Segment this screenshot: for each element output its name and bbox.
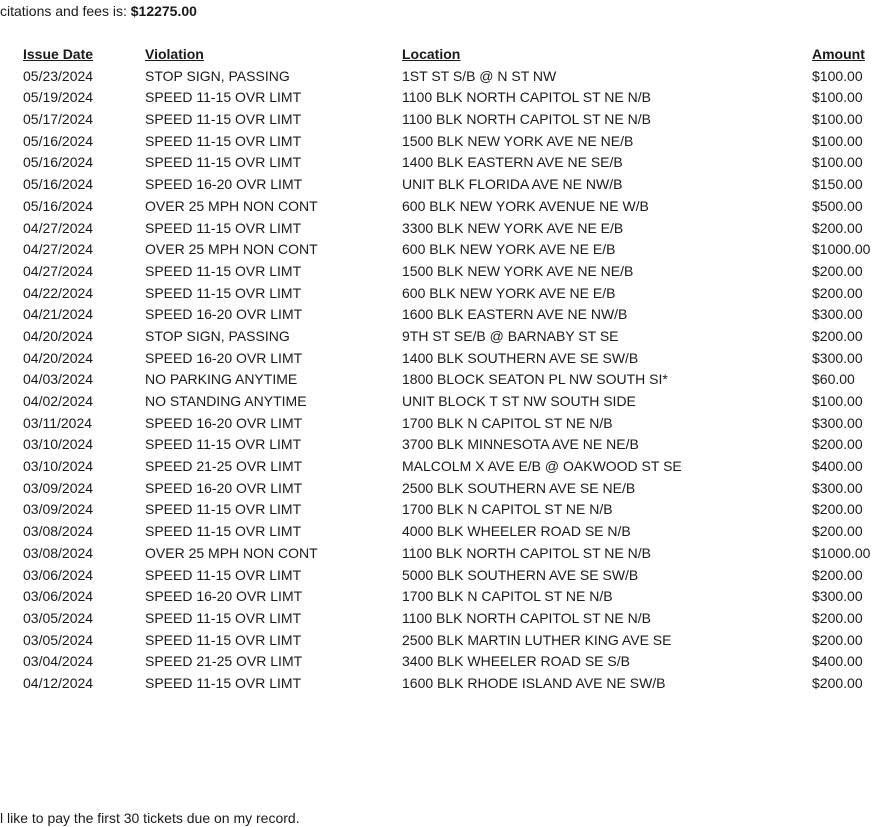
cell-issue-date: 04/02/2024 <box>23 393 94 409</box>
table-row <box>23 586 881 608</box>
cell-amount: $300.00 <box>812 588 863 605</box>
cell-amount: $300.00 <box>812 349 863 366</box>
table-row <box>23 66 881 88</box>
cell-amount: $300.00 <box>812 479 863 496</box>
cell-violation: SPEED 16-20 OVR LIMT <box>145 306 303 323</box>
cell-issue-date: 03/05/2024 <box>23 609 94 626</box>
cell-location: 5000 BLK SOUTHERN AVE SE SW/B <box>402 566 639 583</box>
cell-location: 600 BLK NEW YORK AVE NE E/B <box>402 284 616 301</box>
cell-amount: $500.00 <box>812 197 863 214</box>
table-row <box>23 131 881 153</box>
table-row <box>23 651 881 673</box>
tickets-table <box>23 44 881 695</box>
cell-violation: SPEED 11-15 OVR LIMT <box>145 132 302 149</box>
cell-location: 1500 BLK NEW YORK AVE NE NE/B <box>402 262 634 279</box>
cell-issue-date: 04/27/2024 <box>23 219 94 236</box>
table-row <box>23 261 881 283</box>
header-violation: Violation <box>145 46 204 62</box>
cell-violation: SPEED 11-15 OVR LIMT <box>145 154 302 171</box>
table-row <box>23 565 881 587</box>
table-row <box>23 239 881 261</box>
table-row <box>23 456 881 478</box>
cell-issue-date: 05/17/2024 <box>23 111 94 128</box>
cell-location: UNIT BLOCK T ST NW SOUTH SIDE <box>402 393 636 409</box>
table-row <box>23 348 881 370</box>
cell-issue-date: 05/19/2024 <box>23 89 94 106</box>
cell-amount: $100.00 <box>812 67 863 84</box>
cell-violation: STOP SIGN, PASSING <box>145 67 290 84</box>
table-row <box>23 434 881 456</box>
cell-location: 1800 BLOCK SEATON PL NW SOUTH SI* <box>402 371 668 388</box>
cell-violation: OVER 25 MPH NON CONT <box>145 241 318 258</box>
cell-issue-date: 03/08/2024 <box>23 523 94 540</box>
cell-amount: $200.00 <box>812 523 863 540</box>
cell-violation: SPEED 11-15 OVR LIMT <box>145 284 302 301</box>
cell-violation: NO PARKING ANYTIME <box>145 371 298 388</box>
table-row <box>23 109 881 131</box>
cell-violation: SPEED 11-15 OVR LIMT <box>145 89 302 106</box>
cell-location: 600 BLK NEW YORK AVE NE E/B <box>402 241 616 258</box>
cell-violation: SPEED 21-25 OVR LIMT <box>145 458 303 475</box>
cell-issue-date: 05/16/2024 <box>23 154 94 171</box>
cell-amount: $60.00 <box>812 371 855 388</box>
header-issue-date: Issue Date <box>23 46 94 62</box>
cell-amount: $200.00 <box>812 501 863 518</box>
cell-location: 1400 BLK SOUTHERN AVE SE SW/B <box>402 349 639 366</box>
cell-location: 1600 BLK RHODE ISLAND AVE NE SW/B <box>402 674 666 691</box>
cell-issue-date: 03/05/2024 <box>23 631 94 648</box>
table-row <box>23 413 881 435</box>
cell-amount: $100.00 <box>812 89 863 106</box>
cell-violation: NO STANDING ANYTIME <box>145 393 307 409</box>
cell-amount: $200.00 <box>812 436 863 453</box>
cell-location: 9TH ST SE/B @ BARNABY ST SE <box>402 327 619 344</box>
cell-location: 1700 BLK N CAPITOL ST NE N/B <box>402 501 613 518</box>
table-row <box>23 369 881 391</box>
cell-issue-date: 04/27/2024 <box>23 262 94 279</box>
cell-issue-date: 04/12/2024 <box>23 674 94 691</box>
cell-violation: SPEED 11-15 OVR LIMT <box>145 219 302 236</box>
cell-location: 3400 BLK WHEELER ROAD SE S/B <box>402 653 630 670</box>
table-header-row <box>23 44 881 66</box>
cell-amount: $200.00 <box>812 566 863 583</box>
cell-issue-date: 05/16/2024 <box>23 132 94 149</box>
total-label: citations and fees is: <box>0 3 131 19</box>
cell-location: 2500 BLK MARTIN LUTHER KING AVE SE <box>402 631 672 648</box>
table-row <box>23 499 881 521</box>
cell-amount: $150.00 <box>812 176 863 193</box>
cell-issue-date: 03/09/2024 <box>23 501 94 518</box>
cell-issue-date: 03/06/2024 <box>23 588 94 605</box>
cell-location: 1400 BLK EASTERN AVE NE SE/B <box>402 154 623 171</box>
cell-violation: SPEED 11-15 OVR LIMT <box>145 631 302 648</box>
cell-location: 3700 BLK MINNESOTA AVE NE NE/B <box>402 436 639 453</box>
cell-issue-date: 03/08/2024 <box>23 544 94 561</box>
citations-total-line <box>0 2 197 20</box>
cell-location: 1600 BLK EASTERN AVE NE NW/B <box>402 306 628 323</box>
cell-violation: SPEED 11-15 OVR LIMT <box>145 262 302 279</box>
cell-issue-date: 04/20/2024 <box>23 349 94 366</box>
table-row <box>23 478 881 500</box>
cell-issue-date: 04/21/2024 <box>23 306 94 323</box>
cell-amount: $100.00 <box>812 154 863 171</box>
table-row <box>23 673 881 695</box>
cell-issue-date: 03/11/2024 <box>23 414 93 431</box>
table-row <box>23 630 881 652</box>
table-row <box>23 543 881 565</box>
cell-amount: $200.00 <box>812 219 863 236</box>
cell-amount: $200.00 <box>812 674 863 691</box>
cell-location: 600 BLK NEW YORK AVENUE NE W/B <box>402 197 649 214</box>
table-row <box>23 152 881 174</box>
table-row <box>23 218 881 240</box>
total-amount: $12275.00 <box>130 3 197 19</box>
cell-violation: SPEED 16-20 OVR LIMT <box>145 588 303 605</box>
cell-issue-date: 03/09/2024 <box>23 479 94 496</box>
cell-location: 1ST ST S/B @ N ST NW <box>402 67 557 84</box>
footer-note: l like to pay the first 30 tickets due on my record. <box>0 810 300 826</box>
cell-issue-date: 04/22/2024 <box>23 284 94 301</box>
table-row <box>23 304 881 326</box>
cell-amount: $300.00 <box>812 306 863 323</box>
cell-violation: SPEED 21-25 OVR LIMT <box>145 653 303 670</box>
cell-amount: $300.00 <box>812 414 863 431</box>
cell-issue-date: 05/16/2024 <box>23 197 94 214</box>
cell-violation: SPEED 11-15 OVR LIMT <box>145 501 302 518</box>
table-body <box>23 66 881 695</box>
cell-amount: $1000.00 <box>812 241 871 258</box>
cell-amount: $100.00 <box>812 132 863 149</box>
table-row <box>23 174 881 196</box>
table-row <box>23 196 881 218</box>
cell-issue-date: 03/10/2024 <box>23 458 94 475</box>
cell-violation: SPEED 16-20 OVR LIMT <box>145 349 303 366</box>
cell-violation: OVER 25 MPH NON CONT <box>145 544 318 561</box>
cell-location: 1700 BLK N CAPITOL ST NE N/B <box>402 588 613 605</box>
cell-location: UNIT BLK FLORIDA AVE NE NW/B <box>402 176 623 193</box>
cell-location: 1100 BLK NORTH CAPITOL ST NE N/B <box>402 544 651 561</box>
cell-location: 1100 BLK NORTH CAPITOL ST NE N/B <box>402 111 651 128</box>
header-amount: Amount <box>812 46 865 62</box>
cell-violation: SPEED 11-15 OVR LIMT <box>145 111 302 128</box>
cell-violation: SPEED 16-20 OVR LIMT <box>145 479 303 496</box>
cell-violation: SPEED 16-20 OVR LIMT <box>145 176 303 193</box>
cell-issue-date: 04/03/2024 <box>23 371 94 388</box>
table-row <box>23 391 881 413</box>
cell-amount: $200.00 <box>812 631 863 648</box>
cell-location: 2500 BLK SOUTHERN AVE SE NE/B <box>402 479 636 496</box>
cell-issue-date: 03/06/2024 <box>23 566 94 583</box>
table-row <box>23 608 881 630</box>
cell-violation: SPEED 16-20 OVR LIMT <box>145 414 303 431</box>
cell-issue-date: 04/20/2024 <box>23 327 94 344</box>
header-location: Location <box>402 46 461 62</box>
cell-violation: SPEED 11-15 OVR LIMT <box>145 436 302 453</box>
cell-violation: SPEED 11-15 OVR LIMT <box>145 566 302 583</box>
cell-issue-date: 03/10/2024 <box>23 436 94 453</box>
cell-location: 3300 BLK NEW YORK AVE NE E/B <box>402 219 624 236</box>
cell-location: 1700 BLK N CAPITOL ST NE N/B <box>402 414 613 431</box>
cell-violation: SPEED 11-15 OVR LIMT <box>145 523 302 540</box>
cell-location: 4000 BLK WHEELER ROAD SE N/B <box>402 523 631 540</box>
cell-amount: $1000.00 <box>812 544 871 561</box>
cell-amount: $100.00 <box>812 111 863 128</box>
cell-issue-date: 04/27/2024 <box>23 241 94 258</box>
cell-amount: $400.00 <box>812 458 863 475</box>
cell-amount: $200.00 <box>812 284 863 301</box>
table-row <box>23 283 881 305</box>
cell-issue-date: 03/04/2024 <box>23 653 94 670</box>
cell-location: MALCOLM X AVE E/B @ OAKWOOD ST SE <box>402 458 682 475</box>
cell-amount: $200.00 <box>812 327 863 344</box>
cell-issue-date: 05/16/2024 <box>23 176 94 193</box>
cell-location: 1100 BLK NORTH CAPITOL ST NE N/B <box>402 89 651 106</box>
cell-amount: $200.00 <box>812 262 863 279</box>
cell-violation: SPEED 11-15 OVR LIMT <box>145 609 302 626</box>
cell-location: 1100 BLK NORTH CAPITOL ST NE N/B <box>402 609 651 626</box>
cell-issue-date: 05/23/2024 <box>23 67 94 84</box>
table-row <box>23 87 881 109</box>
cell-amount: $400.00 <box>812 653 863 670</box>
cell-violation: SPEED 11-15 OVR LIMT <box>145 674 302 691</box>
cell-violation: STOP SIGN, PASSING <box>145 327 290 344</box>
table-row <box>23 521 881 543</box>
cell-location: 1500 BLK NEW YORK AVE NE NE/B <box>402 132 634 149</box>
cell-amount: $200.00 <box>812 609 863 626</box>
table-row <box>23 326 881 348</box>
cell-violation: OVER 25 MPH NON CONT <box>145 197 318 214</box>
cell-amount: $100.00 <box>812 393 863 409</box>
